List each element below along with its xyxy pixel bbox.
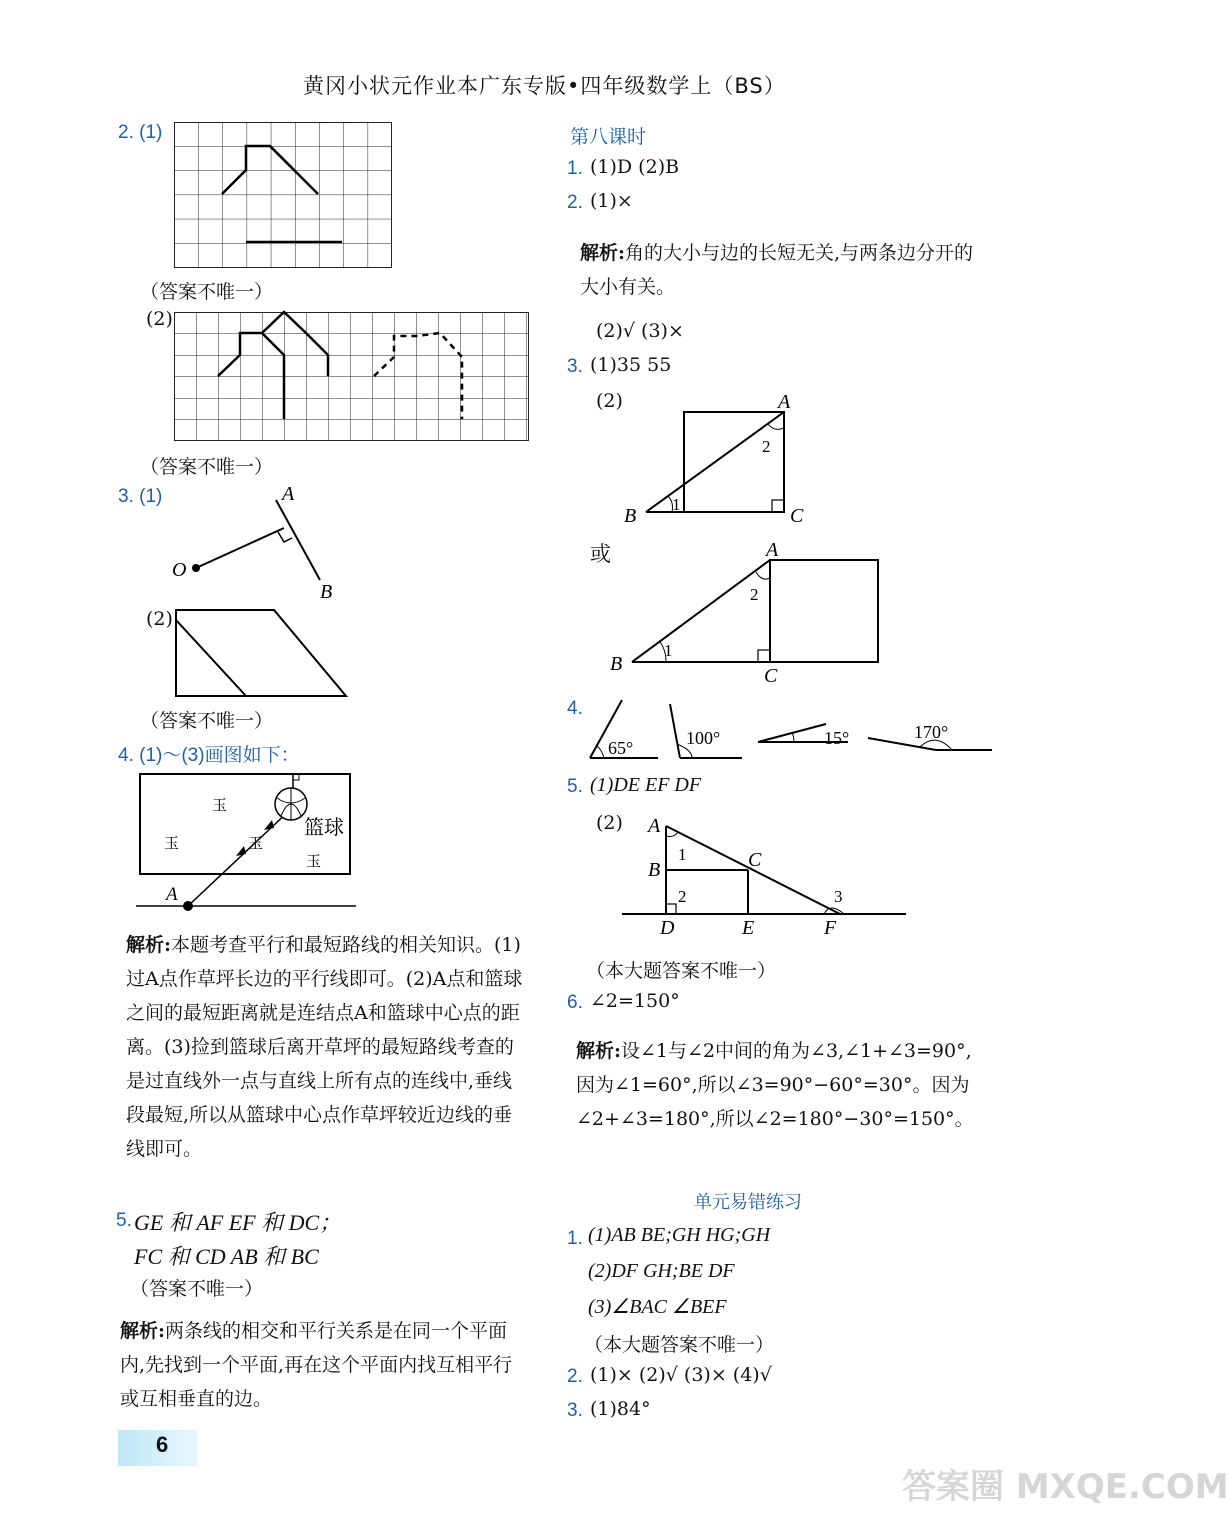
- svg-text:F: F: [824, 917, 837, 939]
- grass-icon: ⽟: [306, 854, 322, 870]
- svg-text:A: A: [766, 539, 779, 561]
- point-label-o: O: [172, 559, 187, 581]
- answer-note: （答案不唯一）: [140, 710, 274, 732]
- question-3-1-label: 3. (1): [118, 486, 163, 507]
- r-answer-5-1: (1)DE EF DF: [590, 774, 702, 796]
- svg-text:1: 1: [678, 845, 687, 864]
- svg-text:2: 2: [750, 585, 759, 604]
- u-answer-1-2: (2)DF GH;BE DF: [588, 1260, 735, 1282]
- svg-text:A: A: [778, 391, 791, 413]
- q5-line-1: GE 和 AF EF 和 DC；: [134, 1210, 342, 1235]
- watermark-logo: 答案圈 MXQE.COM: [902, 1467, 1229, 1507]
- point-label-a: A: [282, 483, 295, 505]
- svg-text:E: E: [742, 917, 755, 939]
- svg-text:B: B: [624, 505, 637, 527]
- u1-note: （本大题答案不唯一）: [584, 1334, 775, 1356]
- unit-title: 单元易错练习: [694, 1192, 802, 1213]
- r-answer-1: (1)D (2)B: [590, 156, 680, 178]
- page-header: 黄冈小状元作业本广东专版•四年级数学上（BS）: [303, 74, 786, 98]
- analysis-r6: 解析:设∠1与∠2中间的角为∠3,∠1+∠3=90°,因为∠1=60°,所以∠3=90°−60°=30°。因为∠2+∠3=180°,所以∠2=180°−30°=150°。: [576, 1040, 974, 1130]
- r-question-3-label: 3.: [567, 356, 583, 377]
- r-question-6-label: 6.: [567, 992, 583, 1013]
- r-answer-2: (1)×: [590, 190, 633, 212]
- u-answer-1-1: (1)AB BE;GH HG;GH: [588, 1224, 771, 1246]
- angle-15: 15°: [824, 728, 850, 748]
- basketball-label: 篮球: [304, 817, 344, 839]
- point-label-b: B: [320, 581, 333, 603]
- u-answer-1-3: (3)∠BAC ∠BEF: [588, 1296, 727, 1318]
- lesson-title: 第八课时: [570, 126, 647, 148]
- or-label: 或: [590, 542, 611, 566]
- r5-note: （本大题答案不唯一）: [586, 960, 777, 982]
- svg-text:1: 1: [664, 641, 673, 660]
- q5-line-2: FC 和 CD AB 和 BC: [134, 1244, 319, 1269]
- question-2-1-label: 2. (1): [118, 122, 163, 143]
- svg-text:2: 2: [678, 887, 687, 906]
- field-diagram: [136, 770, 356, 912]
- question-5-label: 5.: [116, 1210, 132, 1231]
- r-answer-3-2: (2): [596, 390, 623, 412]
- grass-icon: ⽟: [248, 836, 264, 852]
- svg-text:3: 3: [834, 887, 843, 906]
- grass-icon: ⽟: [164, 836, 180, 852]
- triangle-line-figure: [618, 810, 910, 940]
- svg-text:D: D: [660, 917, 675, 939]
- analysis-q4: 解析:本题考查平行和最短路线的相关知识。(1)过A点作草坪长边的平行线即可。(2)A点和篮球之间的最短距离就是连结点A和篮球中心点的距离。(3)捡到篮球后离开草坪的最短路线考查的是过直线外一点与直线上所有点的连线中,垂线段最短,所以从篮球中心点作草坪较近边线的垂线即可。: [126, 934, 523, 1160]
- r-question-2-label: 2.: [567, 192, 583, 213]
- svg-text:C: C: [748, 849, 762, 871]
- u-question-3-label: 3.: [567, 1400, 583, 1421]
- angle-drawings: [580, 692, 996, 766]
- question-4-label: 4. (1)～(3)画图如下：: [118, 745, 300, 766]
- analysis-q5: 解析:两条线的相交和平行关系是在同一个平面内,先找到一个平面,再在这个平面内找互相平行或互相垂直的边。: [120, 1320, 513, 1410]
- r-answer-6: ∠2=150°: [590, 990, 680, 1012]
- parallelogram-figure: [170, 606, 354, 700]
- svg-text:C: C: [764, 665, 778, 687]
- answer-note: （答案不唯一）: [130, 1278, 264, 1300]
- point-label-a: A: [166, 884, 178, 905]
- analysis-r2: 解析:角的大小与边的长短无关,与两条边分开的大小有关。: [580, 242, 974, 298]
- svg-text:2: 2: [762, 437, 771, 456]
- question-2-2-label: (2): [146, 308, 173, 330]
- svg-text:C: C: [790, 505, 804, 527]
- r-answer-5-2: (2): [596, 812, 623, 834]
- r-answer-2-rest: (2)√ (3)×: [596, 320, 684, 342]
- angle-65: 65°: [608, 738, 634, 758]
- svg-text:B: B: [610, 653, 623, 675]
- answer-note: （答案不唯一）: [140, 456, 274, 478]
- grid-figure-2: [174, 312, 530, 442]
- answer-note: （答案不唯一）: [140, 281, 274, 303]
- angle-170: 170°: [914, 722, 949, 742]
- triangle-square-figure-1: [616, 388, 816, 528]
- u-answer-2: (1)× (2)√ (3)× (4)√: [590, 1364, 772, 1386]
- svg-text:B: B: [648, 859, 661, 881]
- r-answer-3-1: (1)35 55: [590, 354, 672, 376]
- angle-100: 100°: [686, 728, 721, 748]
- perpendicular-figure: [160, 480, 360, 604]
- svg-text:A: A: [648, 815, 661, 837]
- triangle-square-figure-2: [604, 536, 888, 686]
- r-question-4-label: 4.: [567, 698, 583, 719]
- shortest-path-line: [188, 810, 290, 906]
- svg-text:1: 1: [672, 495, 681, 514]
- page-number: 6: [156, 1432, 169, 1457]
- question-3-2-label: (2): [146, 608, 173, 630]
- u-answer-3: (1)84°: [590, 1398, 651, 1420]
- grid-figure-1: [174, 122, 392, 268]
- u-question-1-label: 1.: [567, 1228, 583, 1249]
- r-question-5-label: 5.: [567, 776, 583, 797]
- r-question-1-label: 1.: [567, 158, 583, 179]
- u-question-2-label: 2.: [567, 1366, 583, 1387]
- grass-icon: ⽟: [212, 798, 228, 814]
